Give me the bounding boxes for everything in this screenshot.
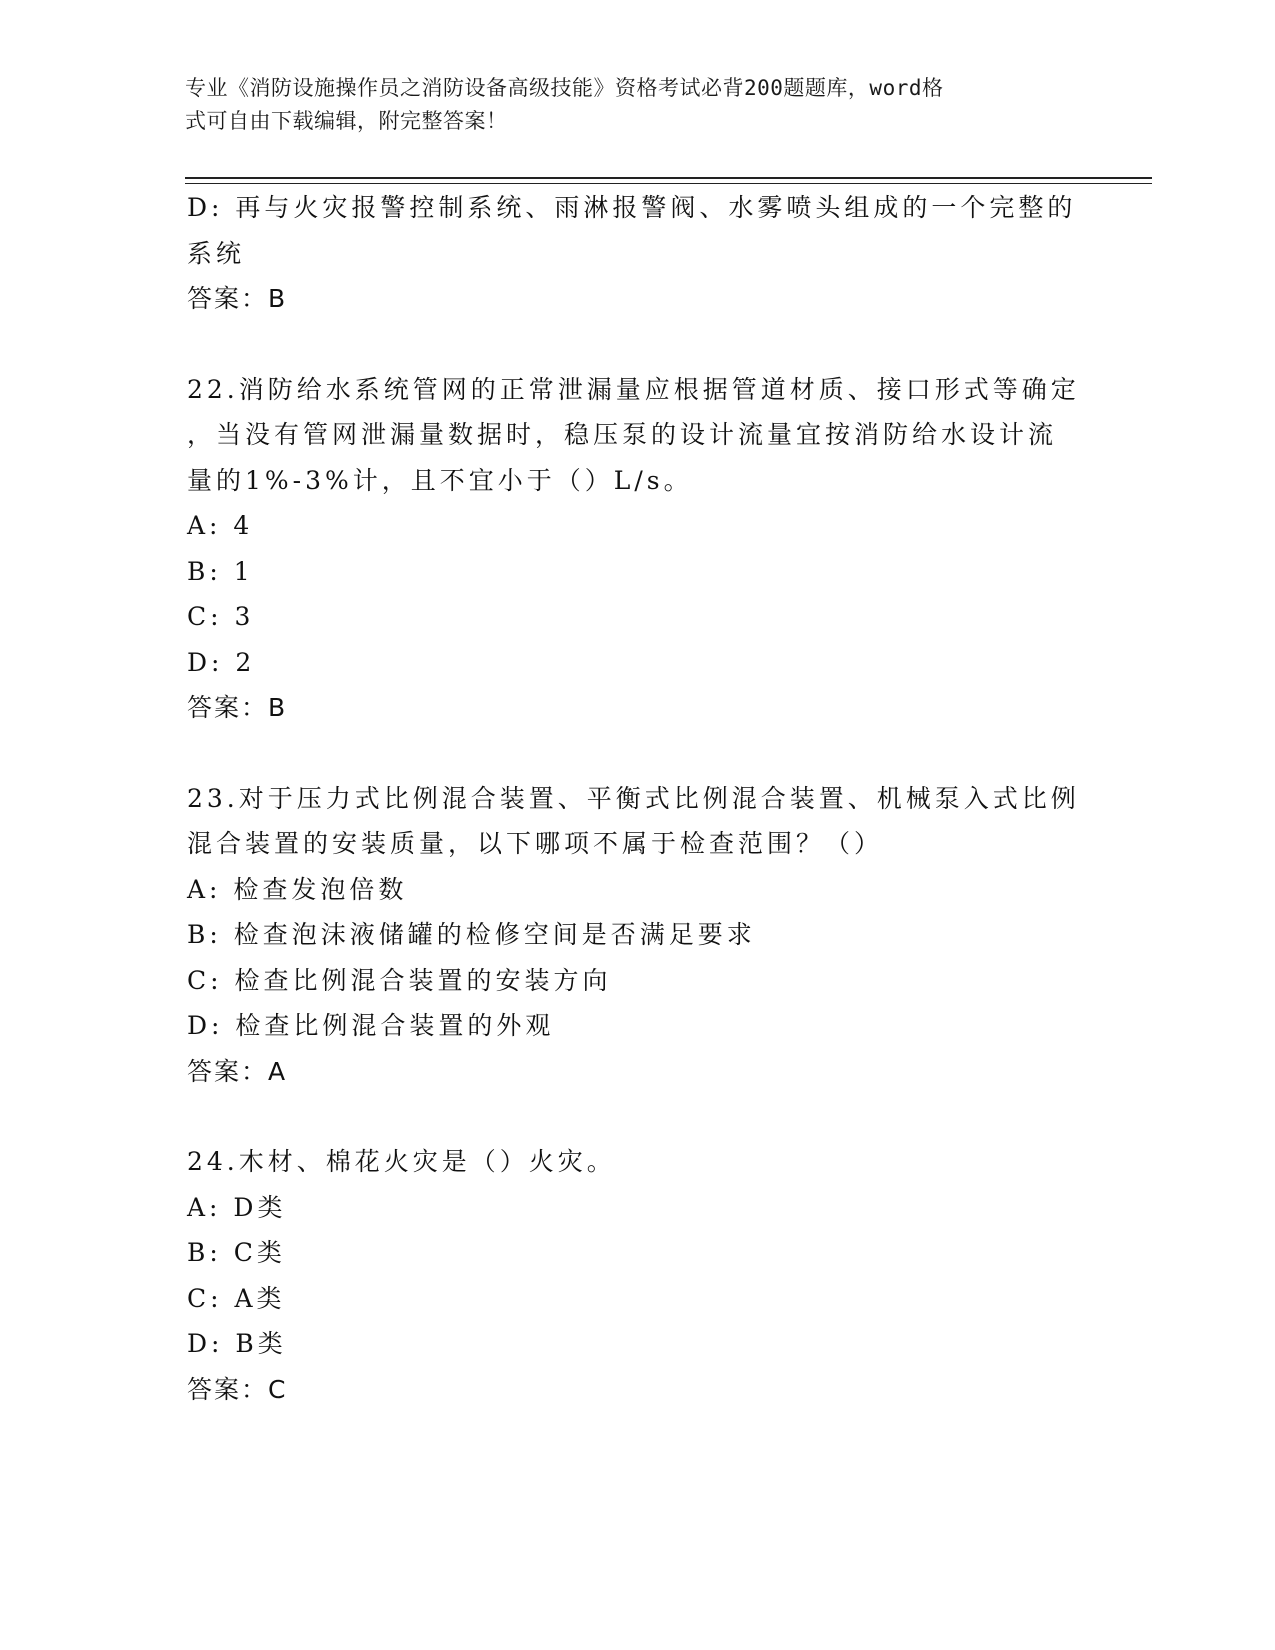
question-22-stem-line-3: 量的1%-3%计，且不宜小于（）L/s。 — [187, 465, 693, 495]
question-24-option-b: B: C类 — [187, 1238, 286, 1267]
question-24 — [187, 1139, 1077, 1412]
option-d-line-1: D: 再与火灾报警控制系统、雨淋报警阀、水雾喷头组成的一个完整的 — [187, 193, 1077, 222]
answer-22: 答案：B — [187, 693, 288, 722]
question-22-option-d: D: 2 — [187, 647, 256, 677]
question-22-option-c: C: 3 — [187, 602, 255, 631]
spacer — [187, 731, 1077, 776]
question-22-option-a: A: 4 — [187, 511, 254, 540]
question-24-option-c: C: A类 — [187, 1283, 286, 1313]
question-content — [187, 185, 1080, 1412]
question-23-stem-line-2: 混合装置的安装质量，以下哪项不属于检查范围？（） — [187, 829, 884, 858]
option-d-line-2: 系统 — [187, 238, 246, 268]
header-divider-thick — [185, 177, 1152, 179]
question-23 — [187, 776, 1080, 1095]
question-23-stem-line-1: 23.对于压力式比例混合装置、平衡式比例混合装置、机械泵入式比例 — [187, 783, 1080, 813]
spacer — [187, 322, 1077, 367]
header-divider-thin — [185, 183, 1152, 184]
question-24-option-a: A: D类 — [187, 1192, 287, 1222]
question-22 — [187, 367, 1080, 731]
answer-24: 答案：C — [187, 1374, 288, 1404]
answer-23: 答案：A — [187, 1056, 288, 1086]
answer-21: 答案：B — [187, 284, 288, 313]
question-22-stem-line-2: ，当没有管网泄漏量数据时，稳压泵的设计流量宜按消防给水设计流 — [187, 420, 1058, 449]
question-22-option-b: B: 1 — [187, 556, 254, 586]
header-line-1: 专业《消防设施操作员之消防设备高级技能》资格考试必背200题题库，word格 — [185, 76, 944, 100]
question-24-option-d: D: B类 — [187, 1329, 287, 1358]
question-21-continuation — [187, 185, 1077, 322]
question-23-option-c: C: 检查比例混合装置的安装方向 — [187, 965, 612, 995]
spacer — [187, 1094, 1077, 1139]
question-24-stem-line-1: 24.木材、棉花火灾是（）火灾。 — [187, 1147, 616, 1176]
question-22-stem-line-1: 22.消防给水系统管网的正常泄漏量应根据管道材质、接口形式等确定 — [187, 374, 1080, 404]
header-line-2: 式可自由下载编辑，附完整答案！ — [185, 109, 508, 133]
question-23-option-d: D: 检查比例混合装置的外观 — [187, 1011, 555, 1040]
document-header — [185, 72, 1065, 138]
question-23-option-b: B: 检查泡沫液储罐的检修空间是否满足要求 — [187, 920, 756, 949]
question-23-option-a: A: 检查发泡倍数 — [187, 874, 408, 904]
